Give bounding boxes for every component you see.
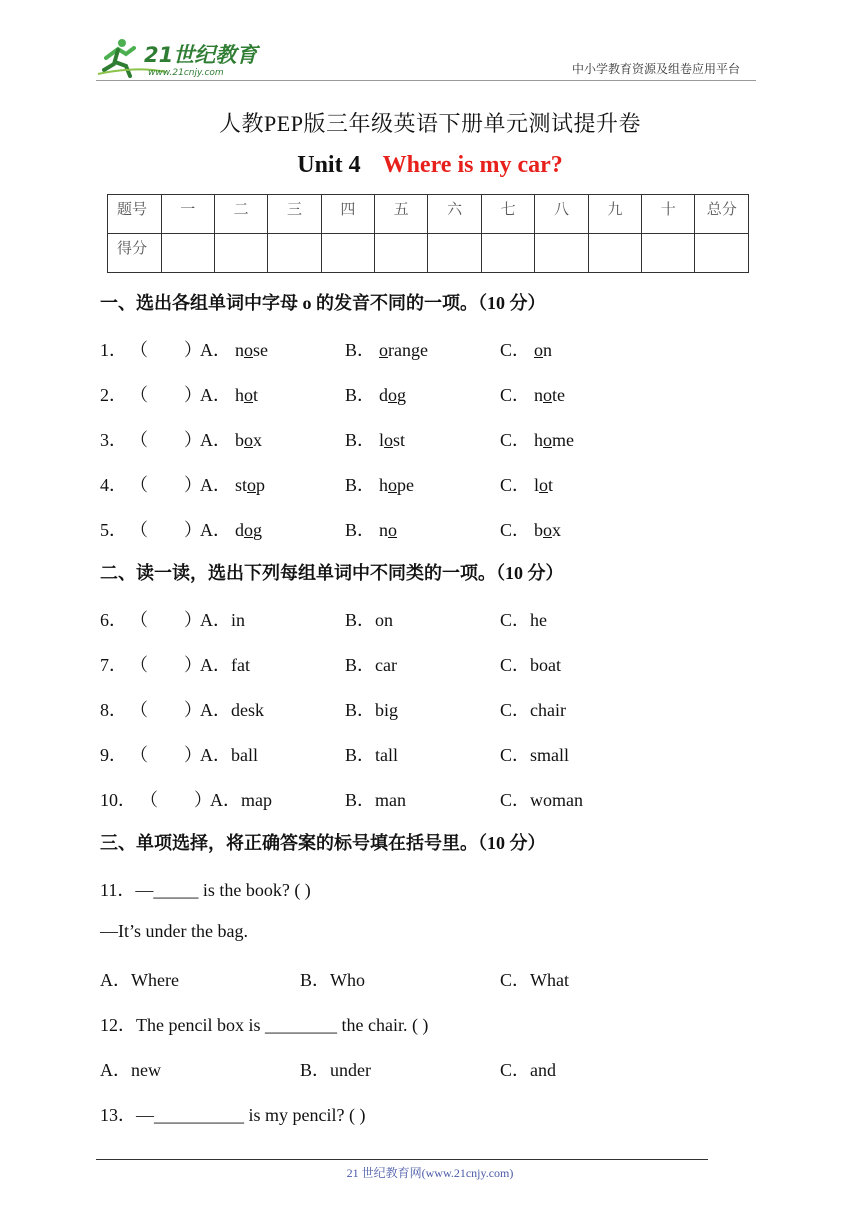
section-3-heading: 三、单项选择，将正确答案的标号填在括号里。（10 分）	[100, 833, 546, 853]
question-13: 13．—__________ is my pencil? ( )	[100, 1105, 366, 1125]
option-a[interactable]: A．Where	[100, 970, 179, 990]
unit-title	[0, 152, 860, 179]
score-input-cell[interactable]	[375, 234, 428, 273]
question-row	[100, 471, 700, 497]
option-text: A．	[200, 475, 231, 495]
score-label: 得分	[108, 234, 162, 273]
unit-number: Unit 4	[297, 152, 361, 178]
question-number: 10．	[100, 790, 136, 810]
option-text: B．	[345, 475, 376, 495]
answer-blank[interactable]: （ ）	[130, 610, 202, 630]
score-input-cell[interactable]	[588, 234, 641, 273]
underlined-letter: o	[388, 385, 398, 405]
score-input-cell[interactable]	[428, 234, 481, 273]
underlined-letter: o	[534, 340, 544, 360]
option-b[interactable]	[345, 426, 405, 452]
question-row	[100, 381, 700, 407]
question-number: 3．	[100, 430, 127, 450]
option-text: x	[552, 520, 562, 540]
option-c[interactable]: C．boat	[500, 655, 561, 675]
option-text: n	[543, 340, 553, 360]
score-table-header-row	[108, 195, 749, 234]
option-text: A．	[200, 385, 231, 405]
underlined-letter: o	[379, 340, 389, 360]
score-table-score-row	[108, 234, 749, 273]
score-cell: 总分	[695, 195, 749, 234]
option-text: t	[548, 475, 554, 495]
option-text: b	[534, 520, 544, 540]
question-row	[100, 786, 700, 812]
option-text: se	[253, 340, 268, 360]
score-cell: 二	[214, 195, 267, 234]
section-1-heading: 一、选出各组单词中字母 o 的发音不同的一项。（10 分）	[100, 293, 546, 313]
option-c[interactable]: C．chair	[500, 700, 566, 720]
question-row	[100, 606, 700, 632]
option-text: A．	[200, 340, 231, 360]
score-input-cell[interactable]	[214, 234, 267, 273]
footer-text: 21 世纪教育网(www.21cnjy.com)	[346, 1166, 514, 1180]
option-text: x	[253, 430, 262, 450]
option-b[interactable]	[345, 336, 428, 362]
score-cell: 八	[535, 195, 588, 234]
score-input-cell[interactable]	[642, 234, 695, 273]
option-text: C．	[500, 520, 531, 540]
option-text: h	[235, 385, 244, 405]
option-text: C．	[500, 475, 531, 495]
option-text: A．	[200, 430, 231, 450]
score-cell: 六	[428, 195, 481, 234]
question-row	[100, 741, 700, 767]
option-text: B．	[345, 520, 376, 540]
option-a[interactable]: A．in	[200, 610, 245, 630]
option-text: C．	[500, 340, 531, 360]
option-text: C．	[500, 430, 531, 450]
option-text: h	[379, 475, 389, 495]
option-text: b	[235, 430, 244, 450]
question-number: 4．	[100, 475, 127, 495]
option-c[interactable]	[500, 381, 565, 407]
question-12: 12．The pencil box is ________ the chair. ( )	[100, 1015, 429, 1035]
underlined-letter: o	[384, 430, 394, 450]
option-a[interactable]: A．ball	[200, 745, 258, 765]
option-a[interactable]	[200, 516, 262, 542]
option-text: h	[534, 430, 544, 450]
answer-blank[interactable]: （ ）	[130, 520, 202, 540]
option-text: st	[393, 430, 406, 450]
answer-blank[interactable]: （ ）	[130, 745, 202, 765]
score-cell: 五	[375, 195, 428, 234]
underlined-letter: o	[244, 430, 253, 450]
unit-name: Where is my car?	[382, 152, 563, 178]
header-platform-text: 中小学教育资源及组卷应用平台	[572, 62, 741, 76]
option-text: d	[235, 520, 244, 540]
score-input-cell[interactable]	[695, 234, 749, 273]
option-text: l	[379, 430, 385, 450]
option-b[interactable]	[345, 471, 414, 497]
answer-blank[interactable]: （ ）	[140, 790, 212, 810]
option-a[interactable]: A．new	[100, 1060, 161, 1080]
option-b[interactable]	[345, 381, 406, 407]
option-a[interactable]: A．desk	[200, 700, 264, 720]
option-c[interactable]	[500, 471, 553, 497]
score-input-cell[interactable]	[535, 234, 588, 273]
logo-text: 21世纪教育	[144, 43, 258, 67]
underlined-letter: o	[543, 520, 553, 540]
underlined-letter: o	[388, 520, 398, 540]
question-number: 7．	[100, 655, 127, 675]
option-b[interactable]: B．tall	[345, 745, 398, 765]
section-2-heading: 二、读一读，选出下列每组单词中不同类的一项。（10 分）	[100, 563, 564, 583]
option-text: l	[534, 475, 540, 495]
option-c[interactable]: C．and	[500, 1060, 556, 1080]
option-text: B．	[345, 340, 376, 360]
question-row	[100, 696, 700, 722]
question-12-options	[100, 1056, 700, 1082]
option-text: pe	[397, 475, 415, 495]
underlined-letter: o	[543, 430, 553, 450]
question-row	[100, 426, 700, 452]
question-number: 2．	[100, 385, 127, 405]
question-number: 8．	[100, 700, 127, 720]
option-a[interactable]	[200, 381, 258, 407]
footer-divider	[96, 1159, 708, 1160]
answer-blank[interactable]: （ ）	[130, 475, 202, 495]
option-c[interactable]	[500, 336, 552, 362]
answer-blank[interactable]: （ ）	[130, 700, 202, 720]
score-cell: 一	[161, 195, 214, 234]
option-a[interactable]	[200, 471, 265, 497]
header-divider	[96, 80, 756, 81]
option-text: n	[235, 340, 244, 360]
option-text: te	[552, 385, 566, 405]
option-a[interactable]	[200, 336, 268, 362]
option-a[interactable]: A．fat	[200, 655, 250, 675]
underlined-letter: o	[244, 520, 253, 540]
underlined-letter: o	[388, 475, 398, 495]
score-table	[107, 194, 749, 273]
question-row	[100, 516, 700, 542]
option-text: p	[256, 475, 266, 495]
option-b[interactable]: B．car	[345, 655, 397, 675]
option-text: me	[552, 430, 575, 450]
score-cell: 十	[642, 195, 695, 234]
underlined-letter: o	[539, 475, 549, 495]
option-text: B．	[345, 385, 376, 405]
question-row	[100, 651, 700, 677]
question-row	[100, 336, 700, 362]
option-text: A．	[200, 520, 231, 540]
score-input-cell[interactable]	[321, 234, 374, 273]
question-number: 1．	[100, 340, 127, 360]
site-logo	[96, 36, 266, 80]
underlined-letter: o	[247, 475, 257, 495]
document-title: 人教PEP版三年级英语下册单元测试提升卷	[219, 111, 641, 136]
option-text: t	[253, 385, 259, 405]
answer-blank[interactable]: （ ）	[130, 385, 202, 405]
option-text: d	[379, 385, 389, 405]
option-c[interactable]: C．What	[500, 970, 569, 990]
answer-blank[interactable]: （ ）	[130, 340, 202, 360]
option-c[interactable]: C．he	[500, 610, 547, 630]
option-b[interactable]: B．Who	[300, 970, 365, 990]
option-text: n	[379, 520, 389, 540]
option-c[interactable]	[500, 516, 561, 542]
option-text: B．	[345, 430, 376, 450]
score-input-cell[interactable]	[268, 234, 321, 273]
answer-blank[interactable]: （ ）	[130, 655, 202, 675]
score-input-cell[interactable]	[481, 234, 534, 273]
option-text: n	[534, 385, 544, 405]
score-cell: 四	[321, 195, 374, 234]
option-text: g	[253, 520, 262, 540]
score-input-cell[interactable]	[161, 234, 214, 273]
question-11-options	[100, 966, 700, 992]
question-number: 9．	[100, 745, 127, 765]
underlined-letter: o	[244, 340, 253, 360]
score-cell: 题号	[108, 195, 162, 234]
score-cell: 九	[588, 195, 641, 234]
option-b[interactable]: B．man	[345, 790, 406, 810]
option-c[interactable]: C．woman	[500, 790, 583, 810]
question-11: 11．—_____ is the book? ( )	[100, 880, 311, 900]
question-number: 6．	[100, 610, 127, 630]
option-b[interactable]	[345, 516, 397, 542]
option-text: g	[397, 385, 407, 405]
option-b[interactable]: B．big	[345, 700, 399, 720]
answer-blank[interactable]: （ ）	[130, 430, 202, 450]
score-cell: 三	[268, 195, 321, 234]
option-c[interactable]: C．small	[500, 745, 570, 765]
option-b[interactable]: B．under	[300, 1060, 371, 1080]
option-text: C．	[500, 385, 531, 405]
score-cell: 七	[481, 195, 534, 234]
question-11-answer: —It’s under the bag.	[100, 921, 248, 941]
option-text: range	[388, 340, 428, 360]
question-number: 5．	[100, 520, 127, 540]
option-a[interactable]: A．map	[210, 790, 272, 810]
option-text: st	[235, 475, 248, 495]
underlined-letter: o	[244, 385, 253, 405]
underlined-letter: o	[543, 385, 553, 405]
option-b[interactable]: B．on	[345, 610, 394, 630]
option-c[interactable]	[500, 426, 574, 452]
option-a[interactable]	[200, 426, 262, 452]
logo-url: www.21cnjy.com	[148, 68, 224, 78]
